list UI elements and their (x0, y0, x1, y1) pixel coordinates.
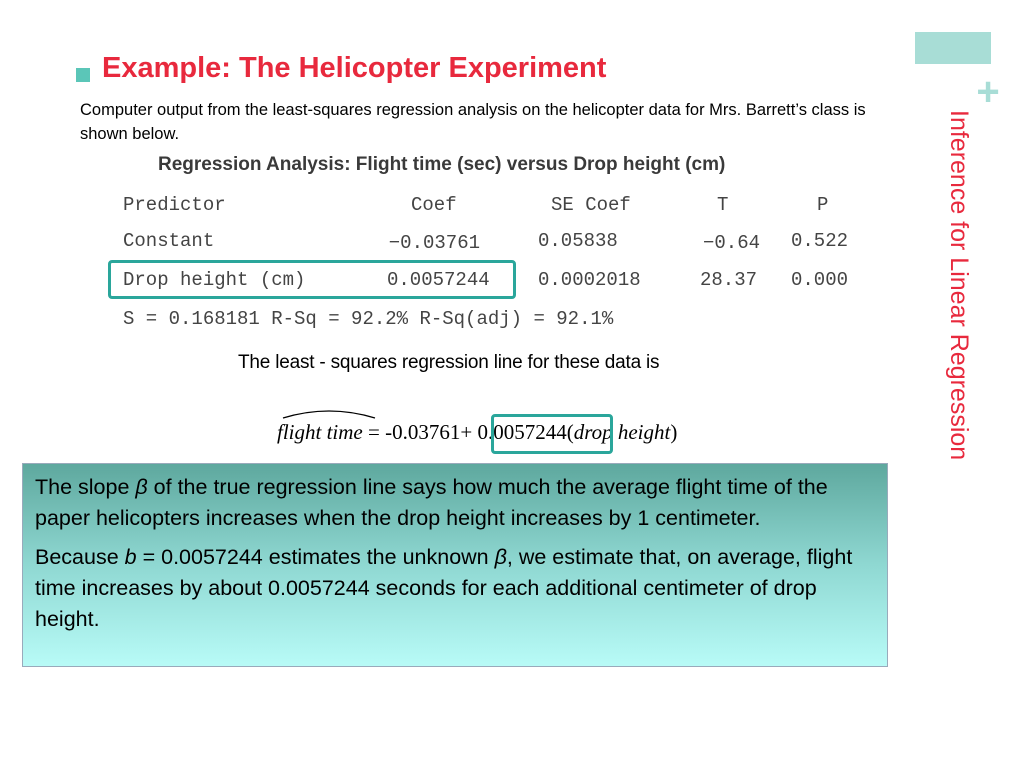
equation-intercept: -0.03761 (385, 420, 461, 444)
explanation-box (22, 463, 888, 667)
plus-icon: + (976, 70, 1000, 114)
equation-equals: = (368, 420, 380, 444)
table-row-constant-se-coef: 0.05838 (538, 230, 618, 252)
regression-summary: S = 0.168181 R-Sq = 92.2% R-Sq(adj) = 92.1% (123, 308, 614, 330)
equation-open-paren: ( (566, 420, 574, 444)
explanation-paragraph-1 (35, 472, 875, 534)
equation-plus: + (460, 420, 473, 444)
table-row-constant-predictor: Constant (123, 230, 215, 252)
equation-caption: The least - squares regression line for these data is (238, 352, 660, 373)
col-header-p: P (817, 194, 829, 216)
beta-symbol: β (135, 475, 148, 499)
explanation-paragraph-2 (35, 542, 875, 635)
explanation-p2-text-a: Because (35, 545, 125, 569)
table-row-constant-coef: −0.03761 (388, 232, 480, 254)
equation-variable: drop height (573, 420, 671, 444)
col-header-coef: Coef (411, 194, 457, 216)
slope-equation-highlight-box (491, 414, 613, 454)
table-row-drop-height-se-coef: 0.0002018 (538, 269, 641, 291)
equation-slope: 0.0057244 (477, 420, 567, 444)
col-header-predictor: Predictor (123, 194, 226, 216)
regression-equation (277, 420, 677, 445)
col-header-t: T (717, 194, 729, 216)
b-symbol: b (124, 545, 137, 569)
side-title: Inference for Linear Regression (945, 110, 973, 461)
explanation-p2-text-c: , we estimate that, on average, flight time increases by about 0.0057244 seconds for each additional centimeter of drop height. (35, 545, 853, 631)
slide-title: Example: The Helicopter Experiment (102, 52, 607, 84)
explanation-p1-text-b: of the true regression line says how much the average flight time of the paper helicopters increases when the drop height increases by 1 centimeter. (35, 475, 828, 530)
table-row-drop-height-p: 0.000 (791, 269, 849, 291)
regression-heading: Regression Analysis: Flight time (sec) versus Drop height (cm) (158, 154, 726, 175)
col-header-se-coef: SE Coef (551, 194, 631, 216)
table-row-drop-height-t: 28.37 (700, 269, 758, 291)
explanation-p2-text-b: = 0.0057244 estimates the unknown (136, 545, 495, 569)
hat-arc-icon (281, 408, 377, 420)
table-row-constant-t: −0.64 (702, 232, 760, 254)
equation-lhs: flight time (277, 420, 363, 444)
equation-close-paren: ) (670, 420, 678, 444)
corner-accent-block (915, 32, 991, 64)
intro-text: Computer output from the least-squares regression analysis on the helicopter data for Mrs. Barrett’s class is shown below. (80, 101, 866, 143)
table-row-drop-height-predictor: Drop height (cm) (123, 269, 306, 291)
table-row-drop-height-coef: 0.0057244 (387, 269, 490, 291)
explanation-p1-text-a: The slope (35, 475, 136, 499)
beta-symbol: β (494, 545, 507, 569)
table-row-constant-p: 0.522 (791, 230, 849, 252)
square-bullet-icon (76, 68, 90, 82)
slope-row-highlight-box (108, 260, 516, 299)
